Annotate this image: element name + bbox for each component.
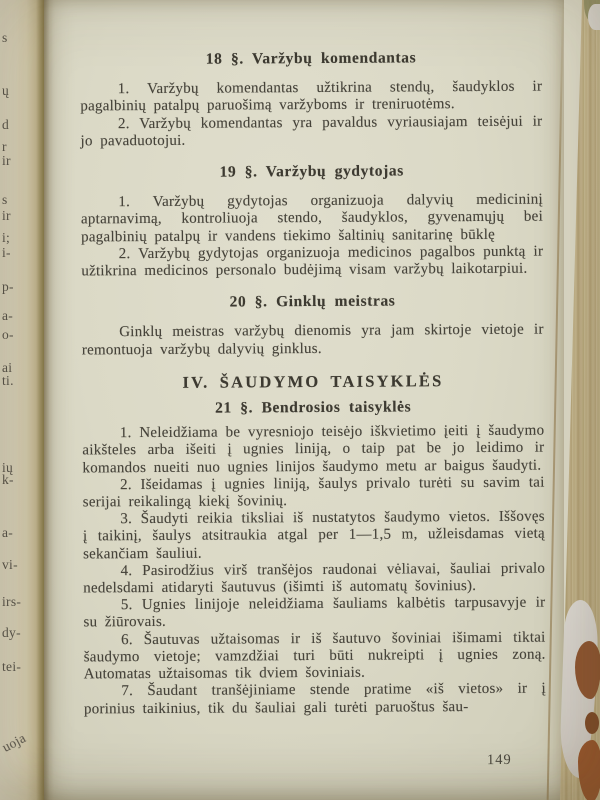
gutter-crease bbox=[36, 0, 54, 800]
paragraph: Ginklų meistras varžybų dienomis yra jam skirtoje vietoje ir remontuoja varžybų dalyvių ginklus. bbox=[81, 322, 544, 359]
paragraph: 1. Varžybų gydytojas organizuoja dalyvių medicininį aptarnavimą, kontroliuoja stendo, šaudyklos, gyvenamųjų bei pagalbinių patalpų ir vandens tiekimo šaltinių sanitarinę būklę bbox=[80, 191, 544, 246]
paragraph: 3. Šaudyti reikia tiksliai iš nustatytos šaudymo vietos. Iššovęs į taikinį, šaulys atsitraukia atgal per 1—1,5 m, užleisdamas vietą sekančiam šauliui. bbox=[82, 508, 545, 563]
section-heading: 19 §. Varžybų gydytojas bbox=[219, 162, 404, 181]
gutter-fragment: o- bbox=[2, 327, 14, 342]
gutter-fragment: s bbox=[2, 30, 8, 45]
gutter-fragment: a- bbox=[2, 308, 14, 323]
section-heading: 20 §. Ginklų meistras bbox=[229, 292, 396, 311]
gutter-fragment: irs- bbox=[2, 594, 22, 609]
gutter-fragment: d bbox=[2, 117, 10, 132]
page-text bbox=[80, 49, 546, 719]
gutter-fragment: ir bbox=[2, 208, 11, 223]
paragraph: 1. Neleidžiama be vyresniojo teisėjo iškvietimo įeiti į šaudymo aikšteles arba išeiti į ugnies liniją, o taip pat be jo leidimo ir komandos nueiti nuo ugnies linijos šaudymo metu ar baigus šaudyti. bbox=[82, 422, 545, 477]
paper-chip bbox=[588, 4, 600, 30]
gutter-fragment: ti. bbox=[2, 373, 14, 388]
gutter-fragment: dy- bbox=[2, 625, 21, 640]
paragraph: 2. Varžybų gydytojas organizuoja medicinos pagalbos punktą ir užtikrina medicinos personalo budėjimą visam varžybų laikotarpiui. bbox=[81, 243, 544, 280]
gutter-fragment: a- bbox=[2, 525, 14, 540]
gutter-fragment: p- bbox=[2, 279, 14, 294]
glue-stain-small bbox=[585, 712, 599, 734]
gutter-fragment: i; bbox=[2, 230, 11, 245]
section-heading: 18 §. Varžybų komendantas bbox=[205, 49, 417, 68]
paragraph: 4. Pasirodžius virš tranšėjos raudonai vėliavai, šauliai privalo nedelsdami atidaryti šautuvus (išimti iš automatų šovinius). bbox=[83, 560, 546, 597]
paragraph: 7. Šaudant tranšėjiniame stende pratime «iš vietos» ir į porinius taikinius, tik du šauliai gali turėti paruoštus šau- bbox=[83, 680, 546, 717]
gutter-fragment: r bbox=[2, 139, 7, 154]
book-page bbox=[44, 0, 564, 800]
gutter-fragment: ių bbox=[2, 460, 14, 475]
gutter-fragment: uoja bbox=[0, 730, 29, 755]
gutter-fragment: vi- bbox=[2, 557, 18, 572]
chapter-heading: IV. ŠAUDYMO TAISYKLĖS bbox=[182, 371, 444, 392]
gutter-fragment: s bbox=[2, 192, 8, 207]
page-number: 149 bbox=[487, 751, 513, 769]
paragraph: 1. Varžybų komendantas užtikrina stendų, šaudyklos ir pagalbinių patalpų paruošimą varžyboms ir treniruotėms. bbox=[80, 78, 543, 115]
gutter-fragment: tei- bbox=[2, 659, 22, 674]
gutter-fragment: ir bbox=[2, 153, 11, 168]
paragraph: 5. Ugnies linijoje neleidžiama šauliams kalbėtis tarpusavyje ir su žiūrovais. bbox=[83, 594, 546, 631]
gutter-fragment: k- bbox=[2, 472, 14, 487]
gutter-fragment: ų bbox=[2, 83, 10, 98]
section-heading: 21 §. Bendrosios taisyklės bbox=[215, 398, 412, 417]
glue-stain-bottom bbox=[578, 740, 600, 800]
gutter-fragment: i- bbox=[2, 245, 11, 260]
gutter-fragment: ai bbox=[2, 360, 13, 375]
paragraph: 2. Išeidamas į ugnies liniją, šaulys privalo turėti su savim tai serijai reikalingą kiekį šovinių. bbox=[82, 474, 545, 511]
paragraph: 2. Varžybų komendantas yra pavaldus vyriausiajam teisėjui ir jo pavaduotojui. bbox=[80, 113, 543, 150]
paragraph: 6. Šautuvas užtaisomas ir iš šautuvo šoviniai išimami tiktai šaudymo vietoje; vamzdžiai turi būti nukreipti į ugnies zoną. Automatas užtaisomas tik dviem šoviniais. bbox=[83, 629, 546, 683]
